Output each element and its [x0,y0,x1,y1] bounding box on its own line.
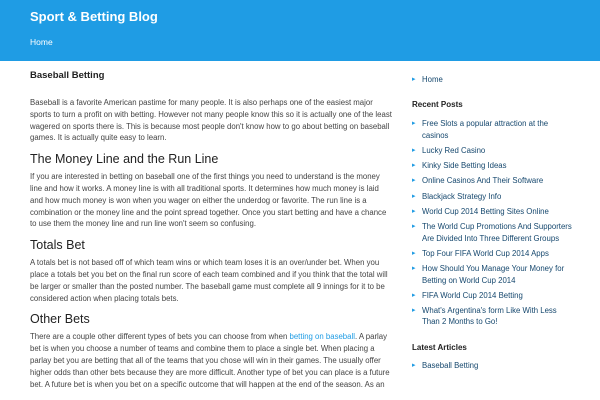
arrow-right-icon: ▸ [412,208,416,216]
list-item[interactable] [412,145,572,156]
list-item[interactable] [412,360,572,371]
list-item[interactable] [412,290,572,301]
site-title-link[interactable]: Sport & Betting Blog [30,9,158,24]
recent-posts-list [412,118,572,327]
list-item[interactable] [412,160,572,171]
recent-post-link[interactable]: Blackjack Strategy Info [422,191,502,201]
list-item[interactable] [412,118,572,141]
arrow-right-icon: ▸ [412,249,416,257]
heading-money-line: The Money Line and the Run Line [30,152,219,167]
sidebar-item-home[interactable] [412,74,572,85]
totals-paragraph: A totals bet is not based off of which team wins or which team loses it is an over/under bet. When you place a totals bet you bet on the final run score of each team combined and if you think that the total will be larger or smaller than the posted number. The baseball game must complete all 9 innings for it to be considered action when placing totals bets. [30,258,388,303]
list-item[interactable] [412,305,572,328]
arrow-right-icon: ▸ [412,291,416,299]
arrow-right-icon: ▸ [412,177,416,185]
arrow-right-icon: ▸ [412,146,416,154]
sidebar-top-links [412,74,572,85]
arrow-right-icon: ▸ [412,361,416,369]
intro-paragraph: Baseball is a favorite American pastime for many people. It is also perhaps one of the easiest major sports to turn a profit on with betting. However not many people know this so it is actually one of the least wagered on sports there is. This is because most people don't know how to go about betting on baseball games. It is actually quite easy to learn. [30,98,392,143]
main-content [30,70,392,400]
list-item[interactable] [412,191,572,202]
latest-articles-title: Latest Articles [412,342,467,352]
arrow-right-icon: ▸ [412,307,416,315]
recent-post-link[interactable]: How Should You Manage Your Money for Betting on World Cup 2014 [422,264,565,285]
recent-post-link[interactable]: Top Four FIFA World Cup 2014 Apps [422,248,549,258]
recent-post-link[interactable]: The World Cup Promotions And Supporters Are Divided Into Three Different Groups [422,222,572,243]
post-title: Baseball Betting [30,70,105,81]
arrow-right-icon: ▸ [412,192,416,200]
recent-post-link[interactable]: Free Slots a popular attraction at the casinos [422,119,549,140]
sidebar [412,70,572,400]
sidebar-item-label[interactable]: Home [422,75,443,84]
money-line-paragraph: If you are interested in betting on baseball one of the first things you need to understand is the money line and how it works. A money line is with all traditional sports. It determines how much money is laid and how much money is won when you wager on either the underdog or favorite. The run line is a combination or the money line and the point spread together. Once you start betting and have a chance to use them the money line and run line won't seem so confusing. [30,172,387,229]
other-bets-paragraph [30,331,392,390]
arrow-right-icon: ▸ [412,223,416,231]
heading-totals-bet: Totals Bet [30,238,85,253]
arrow-right-icon: ▸ [412,162,416,170]
other-text-before-link: There are a couple other different types of bets you can choose from when [30,332,290,342]
arrow-right-icon: ▸ [412,265,416,273]
recent-post-link[interactable]: World Cup 2014 Betting Sites Online [422,207,549,217]
latest-article-link[interactable]: Baseball Betting [422,360,479,370]
recent-post-link[interactable]: Kinky Side Betting Ideas [422,161,507,171]
betting-on-baseball-link[interactable]: betting on baseball [289,332,355,342]
list-item[interactable] [412,175,572,186]
arrow-right-icon: ▸ [412,120,416,128]
other-text-after-link: . A parlay bet is when you choose a number of teams and combine them to place a single bet. When placing a parlay bet you are betting that all of the teams that you chose will win in their games. The usually offer higher odds than other bets because they are more difficult. Another type of bet you can place is a future bet. A future bet is when you bet on a specific outcome that will happen at the end of the season. As an [30,332,390,389]
list-item[interactable] [412,248,572,259]
nav-home-link[interactable]: Home [30,37,53,47]
site-header [0,0,600,61]
recent-post-link[interactable]: What's Argentina's form Like With Less Than 2 Months to Go! [422,306,557,327]
list-item[interactable] [412,221,572,244]
list-item[interactable] [412,263,572,286]
list-item[interactable] [412,206,572,217]
arrow-right-icon: ▸ [412,76,416,83]
recent-post-link[interactable]: Online Casinos And Their Software [422,176,544,186]
recent-posts-title: Recent Posts [412,100,463,110]
recent-post-link[interactable]: FIFA World Cup 2014 Betting [422,290,523,300]
recent-post-link[interactable]: Lucky Red Casino [422,145,486,155]
heading-other-bets: Other Bets [30,312,90,327]
latest-articles-list [412,360,572,371]
